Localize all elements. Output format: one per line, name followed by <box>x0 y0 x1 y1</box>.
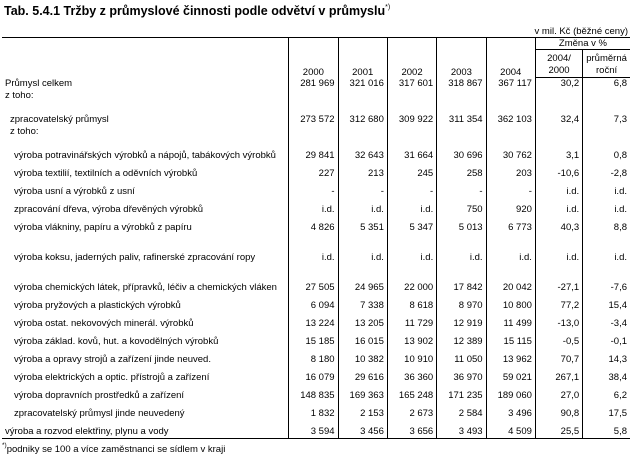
cell-value: i.d. <box>437 234 486 264</box>
cell-value: i.d. <box>289 234 338 264</box>
cell-value: 6,8 <box>583 78 630 91</box>
cell-value: 273 572 <box>289 102 338 126</box>
table-row <box>2 162 630 180</box>
cell-value: - <box>338 180 387 198</box>
cell-value <box>289 90 338 102</box>
cell-value: 10 910 <box>387 348 436 366</box>
cell-value: 32,4 <box>535 102 582 126</box>
table-row <box>2 312 630 330</box>
cell-value: -27,1 <box>535 264 582 294</box>
cell-value: 920 <box>486 198 535 216</box>
cell-value: 77,2 <box>535 294 582 312</box>
table-row <box>2 78 630 91</box>
cell-value: i.d. <box>583 198 630 216</box>
table-row <box>2 384 630 402</box>
header-year-2004: 2004 <box>486 38 535 78</box>
cell-value: 5 351 <box>338 216 387 234</box>
table-row <box>2 366 630 384</box>
cell-value: 13 902 <box>387 330 436 348</box>
header-year-2002: 2002 <box>387 38 436 78</box>
row-label: výroba pryžových a plastických výrobků <box>14 300 181 311</box>
cell-value: 311 354 <box>437 102 486 126</box>
table-row <box>2 420 630 438</box>
cell-value: 17 842 <box>437 264 486 294</box>
cell-value: 10 382 <box>338 348 387 366</box>
table-row <box>2 102 630 126</box>
cell-value: i.d. <box>583 180 630 198</box>
footnote-mark: *) <box>2 442 7 449</box>
cell-value <box>583 90 630 102</box>
cell-value: 8 970 <box>437 294 486 312</box>
row-label: výroba chemických látek, přípravků, léčiv a chemických vláken <box>14 282 277 293</box>
cell-value: -10,6 <box>535 162 582 180</box>
cell-value <box>486 90 535 102</box>
cell-value: - <box>437 180 486 198</box>
row-label: výroba textilií, textilních a oděvních výrobků <box>14 168 198 179</box>
header-year-2003: 2003 <box>437 38 486 78</box>
cell-value: 29 616 <box>338 366 387 384</box>
cell-value: i.d. <box>535 198 582 216</box>
cell-value <box>387 126 436 138</box>
cell-value: 1 832 <box>289 402 338 420</box>
cell-value: 203 <box>486 162 535 180</box>
cell-value: 3 594 <box>289 420 338 438</box>
cell-value: 36 360 <box>387 366 436 384</box>
cell-value: - <box>387 180 436 198</box>
table-row <box>2 138 630 162</box>
cell-value: 2 584 <box>437 402 486 420</box>
cell-value: 245 <box>387 162 436 180</box>
cell-value: 13 224 <box>289 312 338 330</box>
cell-value <box>583 126 630 138</box>
cell-value: 15 115 <box>486 330 535 348</box>
table-row <box>2 90 630 102</box>
cell-value: 59 021 <box>486 366 535 384</box>
cell-value: 8 180 <box>289 348 338 366</box>
row-label: Průmysl celkem <box>5 78 73 89</box>
cell-value: 16 015 <box>338 330 387 348</box>
cell-value: -13,0 <box>535 312 582 330</box>
cell-value: i.d. <box>338 198 387 216</box>
cell-value: 70,7 <box>535 348 582 366</box>
cell-value: 36 970 <box>437 366 486 384</box>
cell-value: 367 117 <box>486 78 535 91</box>
cell-value: 0,8 <box>583 138 630 162</box>
header-year-2001: 2001 <box>338 38 387 78</box>
cell-value: i.d. <box>387 234 436 264</box>
cell-value <box>387 90 436 102</box>
cell-value: 15,4 <box>583 294 630 312</box>
cell-value <box>535 126 582 138</box>
cell-value: 27,0 <box>535 384 582 402</box>
footnote-text: podniky se 100 a více zaměstnanci se sídlem v kraji <box>6 444 226 455</box>
cell-value: 317 601 <box>387 78 436 91</box>
row-label: zpracovatelský průmysl jinde neuvedený <box>14 408 185 419</box>
cell-value: 30 696 <box>437 138 486 162</box>
cell-value: 13 205 <box>338 312 387 330</box>
cell-value: 11 499 <box>486 312 535 330</box>
row-label: z toho: <box>10 126 39 137</box>
cell-value: 318 867 <box>437 78 486 91</box>
cell-value: 5 013 <box>437 216 486 234</box>
cell-value: i.d. <box>289 198 338 216</box>
cell-value: -7,6 <box>583 264 630 294</box>
cell-value: 227 <box>289 162 338 180</box>
cell-value: 3 493 <box>437 420 486 438</box>
table-row <box>2 348 630 366</box>
cell-value: - <box>486 180 535 198</box>
row-label: výroba vlákniny, papíru a výrobků z papíru <box>14 222 192 233</box>
cell-value: i.d. <box>535 234 582 264</box>
cell-value: 24 965 <box>338 264 387 294</box>
unit-label: v mil. Kč (běžné ceny) <box>534 26 628 37</box>
cell-value: 309 922 <box>387 102 436 126</box>
cell-value: 38,4 <box>583 366 630 384</box>
row-label: z toho: <box>5 90 34 101</box>
cell-value: 8,8 <box>583 216 630 234</box>
table-row <box>2 294 630 312</box>
cell-value: 11 729 <box>387 312 436 330</box>
cell-value: 29 841 <box>289 138 338 162</box>
cell-value: 6 094 <box>289 294 338 312</box>
cell-value <box>486 126 535 138</box>
cell-value: 11 050 <box>437 348 486 366</box>
cell-value: 6 773 <box>486 216 535 234</box>
cell-value: i.d. <box>338 234 387 264</box>
cell-value: 267,1 <box>535 366 582 384</box>
row-label: zpracování dřeva, výroba dřevěných výrobků <box>14 204 204 215</box>
cell-value: 171 235 <box>437 384 486 402</box>
row-label: výroba usní a výrobků z usní <box>14 186 135 197</box>
cell-value: 5,8 <box>583 420 630 438</box>
cell-value: 362 103 <box>486 102 535 126</box>
cell-value: 12 919 <box>437 312 486 330</box>
table-title <box>4 4 390 18</box>
cell-value: 750 <box>437 198 486 216</box>
cell-value: i.d. <box>535 180 582 198</box>
cell-value: 32 643 <box>338 138 387 162</box>
row-label: výroba a rozvod elektřiny, plynu a vody <box>2 420 289 438</box>
cell-value: 3 656 <box>387 420 436 438</box>
table-body <box>2 78 630 439</box>
cell-value: 7,3 <box>583 102 630 126</box>
cell-value: 312 680 <box>338 102 387 126</box>
table-row <box>2 234 630 264</box>
cell-value: 40,3 <box>535 216 582 234</box>
cell-value: 30,2 <box>535 78 582 91</box>
header-empty <box>2 38 289 78</box>
cell-value: 148 835 <box>289 384 338 402</box>
cell-value: -0,1 <box>583 330 630 348</box>
cell-value: i.d. <box>387 198 436 216</box>
row-label: výroba elektrických a optic. přístrojů a zařízení <box>14 372 210 383</box>
cell-value <box>437 90 486 102</box>
cell-value: 5 347 <box>387 216 436 234</box>
cell-value <box>289 126 338 138</box>
cell-value: 2 153 <box>338 402 387 420</box>
cell-value: 22 000 <box>387 264 436 294</box>
cell-value: 3,1 <box>535 138 582 162</box>
cell-value: 321 016 <box>338 78 387 91</box>
row-label: výroba dopravních prostředků a zařízení <box>14 390 185 401</box>
table-row <box>2 180 630 198</box>
table-row <box>2 330 630 348</box>
cell-value: 17,5 <box>583 402 630 420</box>
cell-value: 12 389 <box>437 330 486 348</box>
row-label: výroba ostat. nekovových minerál. výrobků <box>14 318 194 329</box>
cell-value: 30 762 <box>486 138 535 162</box>
row-label: výroba potravinářských výrobků a nápojů, tabákových výrobků <box>14 150 276 161</box>
cell-value: 7 338 <box>338 294 387 312</box>
cell-value: 90,8 <box>535 402 582 420</box>
cell-value: -2,8 <box>583 162 630 180</box>
cell-value: 25,5 <box>535 420 582 438</box>
table-row <box>2 198 630 216</box>
table-row <box>2 126 630 138</box>
cell-value: 14,3 <box>583 348 630 366</box>
cell-value: 31 664 <box>387 138 436 162</box>
title-note-mark: *) <box>385 4 391 11</box>
header-change-2004-2000: 2004/ 2000 <box>535 50 582 78</box>
cell-value <box>535 90 582 102</box>
table-row <box>2 216 630 234</box>
cell-value: 27 505 <box>289 264 338 294</box>
cell-value: 4 826 <box>289 216 338 234</box>
row-label: výroba základ. kovů, hut. a kovodělných výrobků <box>14 336 219 347</box>
title-text: Tab. 5.4.1 Tržby z průmyslové činnosti podle odvětví v průmyslu <box>4 4 386 18</box>
cell-value: 165 248 <box>387 384 436 402</box>
cell-value: 281 969 <box>289 78 338 91</box>
table-row <box>2 402 630 420</box>
cell-value: i.d. <box>583 234 630 264</box>
header-change-annual: průměrná roční <box>583 50 630 78</box>
cell-value: - <box>289 180 338 198</box>
cell-value <box>338 126 387 138</box>
cell-value: 2 673 <box>387 402 436 420</box>
cell-value: 6,2 <box>583 384 630 402</box>
header-year-2000: 2000 <box>289 38 338 78</box>
cell-value: -0,5 <box>535 330 582 348</box>
cell-value: 16 079 <box>289 366 338 384</box>
cell-value: 10 800 <box>486 294 535 312</box>
cell-value: 189 060 <box>486 384 535 402</box>
cell-value: 20 042 <box>486 264 535 294</box>
cell-value: 15 185 <box>289 330 338 348</box>
cell-value: 258 <box>437 162 486 180</box>
cell-value: 3 456 <box>338 420 387 438</box>
cell-value: -3,4 <box>583 312 630 330</box>
cell-value: 4 509 <box>486 420 535 438</box>
data-table <box>2 37 630 439</box>
cell-value: 13 962 <box>486 348 535 366</box>
cell-value <box>437 126 486 138</box>
footnote <box>2 442 225 455</box>
row-label: výroba a opravy strojů a zařízení jinde neuved. <box>14 354 211 365</box>
table-row <box>2 264 630 294</box>
row-label: výroba koksu, jaderných paliv, rafinerské zpracování ropy <box>14 252 256 263</box>
row-label: zpracovatelský průmysl <box>10 114 109 125</box>
header-change-group: Změna v % <box>535 38 630 50</box>
cell-value: 3 496 <box>486 402 535 420</box>
cell-value: 169 363 <box>338 384 387 402</box>
cell-value: i.d. <box>486 234 535 264</box>
cell-value <box>338 90 387 102</box>
cell-value: 8 618 <box>387 294 436 312</box>
cell-value: 213 <box>338 162 387 180</box>
